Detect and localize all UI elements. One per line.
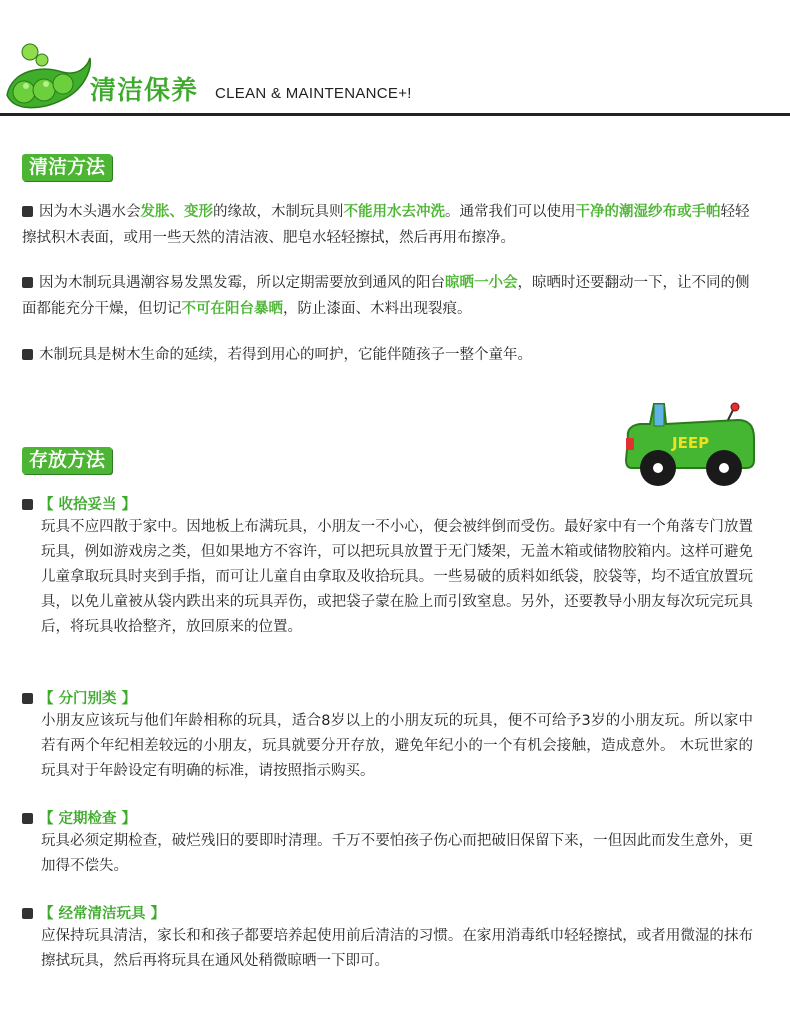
jeep-label: JEEP <box>672 434 710 452</box>
body-text-segment: 轻轻擦拭积木表面，或用一些天然的清洁液、肥皂水轻轻擦拭，然后再用布擦净。 <box>22 204 750 246</box>
bullet-icon <box>22 693 33 704</box>
header-divider <box>0 113 790 116</box>
highlight-text: 不可在阳台暴晒 <box>181 301 283 317</box>
cleaning-item-1-text <box>22 204 750 246</box>
cleaning-item-2-text <box>22 275 750 317</box>
storage-item-2-title: 【 分门别类 】 <box>39 691 137 707</box>
section-badge-cleaning: 清洁方法 <box>22 154 112 181</box>
bullet-icon <box>22 277 33 288</box>
highlight-text: 不能用水去冲洗 <box>343 204 445 220</box>
body-text-segment: ，晾晒时还要翻动一下，让不同的侧面都能充分干燥，但切记 <box>22 275 750 317</box>
storage-item-3-text: 玩具必须定期检查，破烂残旧的要即时清理。千万不要怕孩子伤心而把破旧保留下来，一但因此而发生意外，更加得不偿失。 <box>41 833 753 874</box>
section-badge-storage: 存放方法 <box>22 447 112 474</box>
storage-item-1-text: 玩具不应四散于家中。因地板上布满玩具，小朋友一不小心，便会被绊倒而受伤。最好家中有一个角落专门放置玩具，例如游戏房之类，但如果地方不容许，可以把玩具放置于无门矮架，无盖木箱或储物胶箱内。这样可避免儿童拿取玩具时夹到手指，而可让儿童自由拿取及收拾玩具。一些易破的质料如纸袋，胶袋等，均不适宜放置玩具，以免儿童被从袋内跌出来的玩具弄伤，或把袋子蒙在脸上而引致窒息。另外，还要教导小朋友每次玩完玩具后，将玩具收拾整齐，放回原来的位置。 <box>41 519 753 635</box>
storage-item-2-text: 小朋友应该玩与他们年龄相称的玩具，适合8岁以上的小朋友玩的玩具，便不可给予3岁的小朋友玩。所以家中若有两个年纪相差较远的小朋友，玩具就要分开存放，避免年纪小的一个有机会接触，造成意外。 木玩世家的玩具对于年龄设定有明确的标准，请按照指示购买。 <box>41 713 753 779</box>
bullet-icon <box>22 349 33 360</box>
body-text-segment: 。通常我们可以使用 <box>445 204 576 220</box>
bullet-icon <box>22 206 33 217</box>
storage-item-4-text: 应保持玩具清洁，家长和和孩子都要培养起使用前后清洁的习惯。在家用消毒纸巾轻轻擦拭，或者用微湿的抹布擦拭玩具，然后再将玩具在通风处稍微晾晒一下即可。 <box>41 928 753 969</box>
body-text-segment: ，防止漆面、木料出现裂痕。 <box>283 301 472 317</box>
cleaning-item-3 <box>22 342 762 368</box>
toy-jeep-icon <box>620 398 760 490</box>
cleaning-item-2 <box>22 270 762 322</box>
highlight-text: 干净的潮湿纱布或手帕 <box>575 204 721 220</box>
storage-item-1-title: 【 收拾妥当 】 <box>39 497 137 513</box>
body-text-segment: 因为木制玩具遇潮容易发黑发霉，所以定期需要放到通风的阳台 <box>39 275 445 291</box>
bullet-icon <box>22 499 33 510</box>
page-header <box>0 40 790 120</box>
highlight-text: 晾晒一小会 <box>445 275 518 291</box>
storage-item-3-title: 【 定期检查 】 <box>39 811 137 827</box>
cleaning-item-3-text <box>39 347 532 363</box>
body-text-segment: 木制玩具是树木生命的延续，若得到用心的呵护，它能伴随孩子一整个童年。 <box>39 347 532 363</box>
bullet-icon <box>22 908 33 919</box>
page-subtitle: CLEAN & MAINTENANCE+! <box>215 85 412 102</box>
cleaning-item-1 <box>22 199 762 251</box>
bullet-icon <box>22 813 33 824</box>
body-text-segment: 因为木头遇水会 <box>39 204 141 220</box>
page-title: 清洁保养 <box>90 76 199 106</box>
storage-item-4-title: 【 经常清洁玩具 】 <box>39 906 166 922</box>
pea-pod-icon <box>2 40 92 120</box>
body-text-segment: 的缘故，木制玩具则 <box>213 204 344 220</box>
highlight-text: 发胀、变形 <box>140 204 213 220</box>
